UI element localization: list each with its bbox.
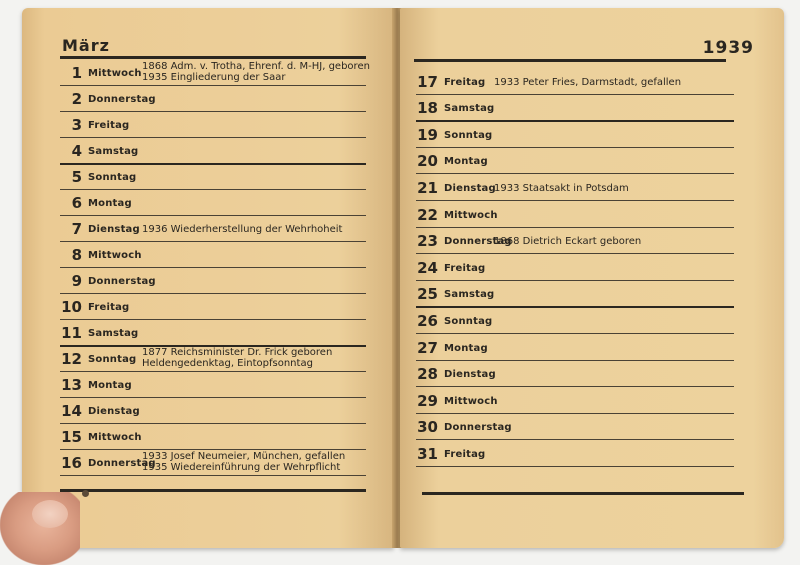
event-note: 1868 Adm. v. Trotha, Ehrenf. d. M-HJ, geboren [142,61,370,72]
day-row [416,387,734,414]
weekday-label: Montag [88,380,132,391]
weekday-label: Samstag [444,289,495,301]
weekday-label: Sonntag [88,354,137,365]
weekday-label: Montag [444,156,488,168]
day-number: 11 [61,324,82,342]
weekday-label: Montag [444,342,488,354]
day-row [416,414,734,441]
weekday-label: Mittwoch [88,250,142,261]
weekday-label: Sonntag [88,172,137,183]
day-row [60,164,366,190]
day-number: 24 [417,258,438,277]
event-note: 1877 Reichsminister Dr. Frick geboren [142,347,333,358]
day-number: 16 [61,454,82,472]
day-number: 30 [417,418,438,437]
day-row [60,294,366,320]
staple-hole [82,490,89,497]
event-note: 1935 Eingliederung der Saar [142,72,286,83]
month-heading: März [62,36,110,55]
weekday-label: Samstag [88,146,139,157]
year-heading: 1939 [702,38,754,58]
day-number: 25 [417,285,438,304]
day-number: 28 [417,365,438,384]
weekday-label: Donnerstag [88,276,156,287]
day-row [60,242,366,268]
day-row [60,346,366,372]
weekday-label: Mittwoch [444,209,498,221]
day-row [60,450,366,476]
event-note: 1935 Wiedereinführung der Wehrpflicht [142,462,341,473]
day-number: 8 [71,246,82,264]
weekday-label: Dienstag [444,369,496,381]
day-number: 20 [417,152,438,171]
weekday-label: Montag [88,198,132,209]
event-note: 1936 Wiederherstellung der Wehrhoheit [142,224,343,235]
day-row [416,68,734,95]
weekday-label: Dienstag [88,406,140,417]
day-number: 22 [417,205,438,224]
day-row [60,112,366,138]
day-number: 15 [61,428,82,446]
day-row [416,307,734,334]
day-row [416,121,734,148]
day-row [60,86,366,112]
day-row [416,361,734,388]
weekday-label: Donnerstag [88,94,156,105]
day-row [60,372,366,398]
calendar-booklet [22,8,792,554]
day-number: 3 [71,116,82,134]
day-row [60,268,366,294]
weekday-label: Mittwoch [88,432,142,443]
day-number: 1 [71,64,82,82]
weekday-label: Dienstag [88,224,140,235]
day-number: 27 [417,338,438,357]
day-number: 4 [71,142,82,160]
weekday-label: Freitag [444,448,486,460]
day-number: 29 [417,391,438,410]
day-number: 14 [61,402,82,420]
weekday-label: Freitag [88,120,130,131]
footer-rule-right [422,492,744,495]
day-row [416,440,734,467]
event-note: 1933 Peter Fries, Darmstadt, gefallen [494,76,682,88]
day-row [416,281,734,309]
day-row [60,320,366,347]
day-row [416,95,734,123]
day-number: 7 [71,220,82,238]
day-row [416,254,734,281]
day-number: 10 [61,298,82,316]
header-rule [60,56,366,59]
event-note: 1933 Josef Neumeier, München, gefallen [142,451,346,462]
weekday-label: Freitag [88,302,130,313]
weekday-label: Mittwoch [444,395,498,407]
day-row [60,398,366,424]
day-number: 2 [71,90,82,108]
weekday-label: Freitag [444,76,486,88]
day-number: 6 [71,194,82,212]
day-number: 5 [71,168,82,186]
left-page [22,8,394,548]
weekday-label: Samstag [88,328,139,339]
day-row [416,201,734,228]
day-number: 19 [417,125,438,144]
day-row [416,174,734,201]
day-row [416,334,734,361]
day-number: 18 [417,99,438,118]
event-note: 1868 Dietrich Eckart geboren [494,236,642,248]
weekday-label: Donnerstag [444,236,512,248]
event-note: Heldengedenktag, Eintopfsonntag [142,358,313,369]
weekday-label: Freitag [444,262,486,274]
day-number: 12 [61,350,82,368]
weekday-label: Sonntag [444,315,493,327]
day-number: 26 [417,311,438,330]
day-row [60,216,366,242]
weekday-label: Dienstag [444,182,496,194]
header-rule-right [414,59,726,62]
thumbnail [32,500,68,528]
day-row [60,60,370,86]
day-number: 21 [417,178,438,197]
event-note: 1933 Staatsakt in Potsdam [494,182,629,194]
weekday-label: Donnerstag [88,458,156,469]
footer-rule [60,489,366,492]
weekday-label: Mittwoch [88,68,142,79]
day-row [60,190,366,216]
weekday-label: Samstag [444,103,495,115]
day-number: 23 [417,232,438,251]
day-row [416,228,734,255]
day-row [416,148,734,175]
day-number: 9 [71,272,82,290]
weekday-label: Donnerstag [444,422,512,434]
day-row [60,424,366,450]
weekday-label: Sonntag [444,129,493,141]
right-page [400,8,784,548]
day-row [60,138,366,165]
day-number: 17 [417,72,438,91]
day-number: 31 [417,444,438,463]
day-number: 13 [61,376,82,394]
